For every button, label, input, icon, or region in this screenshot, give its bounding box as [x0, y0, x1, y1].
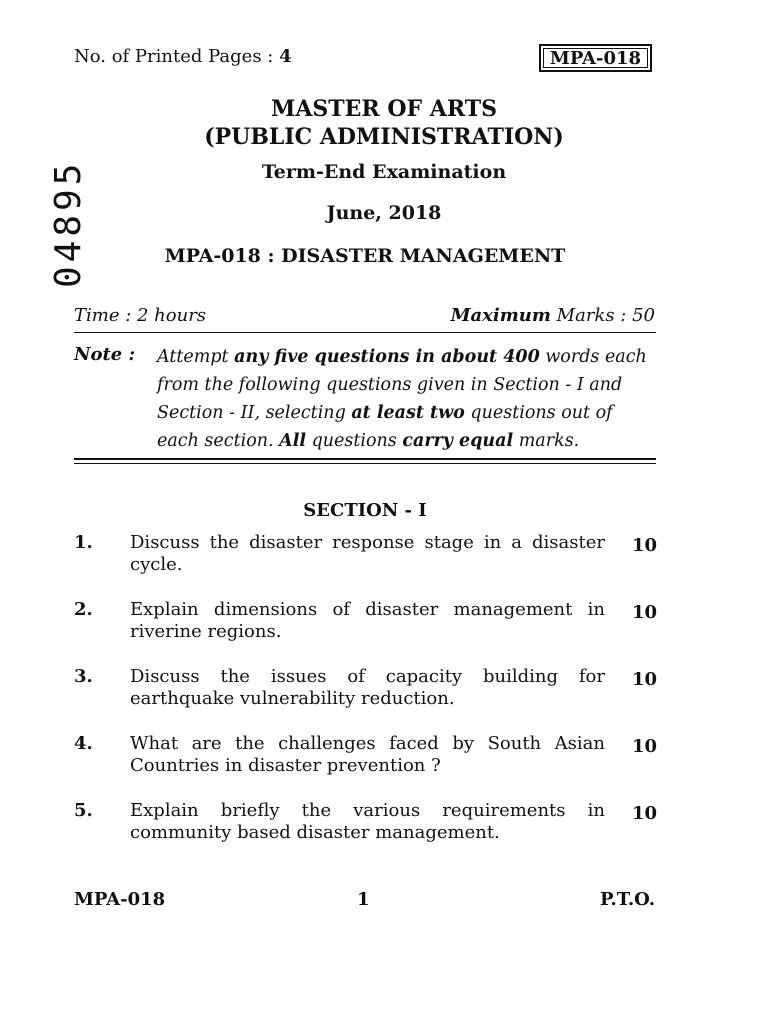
- question-number: 1.: [74, 532, 93, 553]
- degree-title: MASTER OF ARTS: [270, 96, 498, 122]
- question-text: Discuss the disaster response stage in a disaster cycle.: [130, 532, 605, 575]
- question-number: 4.: [74, 733, 93, 754]
- note-emphasis: carry equal: [402, 431, 514, 451]
- printed-pages-value: 4: [279, 46, 292, 67]
- question-text: Explain dimensions of disaster management in riverine regions.: [130, 599, 605, 642]
- divider-double-thin: [74, 463, 656, 464]
- note-text: [157, 343, 657, 455]
- divider-double-thick: [74, 458, 656, 460]
- footer-paper-code: MPA-018: [74, 889, 166, 910]
- printed-pages-label: No. of Printed Pages :: [74, 46, 274, 67]
- note-part: questions out of each section.: [157, 403, 613, 451]
- printed-pages-line: [74, 46, 292, 67]
- time-allowed: Time : 2 hours: [74, 305, 207, 326]
- maximum-marks: [448, 305, 655, 326]
- question-text: Discuss the issues of capacity building for earthquake vulnerability reduction.: [130, 666, 605, 709]
- question-number: 5.: [74, 800, 93, 821]
- exam-date: June, 2018: [326, 202, 442, 224]
- footer-pto: P.T.O.: [599, 889, 655, 910]
- paper-title: MPA-018 : DISASTER MANAGEMENT: [164, 245, 566, 267]
- exam-title: Term-End Examination: [261, 161, 507, 183]
- subject-title: (PUBLIC ADMINISTRATION): [204, 124, 564, 150]
- section-title: SECTION - I: [303, 500, 427, 521]
- footer-page-number: 1: [357, 889, 370, 910]
- maximum-marks-label: Maximum: [450, 305, 551, 326]
- note-emphasis: All: [279, 431, 306, 451]
- note-emphasis: at least two: [351, 403, 465, 423]
- question-marks: 10: [632, 803, 658, 824]
- question-marks: 10: [632, 535, 658, 556]
- divider-top: [74, 332, 656, 333]
- note-emphasis: any five questions in about 400: [234, 347, 540, 367]
- question-number: 3.: [74, 666, 93, 687]
- serial-number: 04895: [48, 159, 89, 288]
- note-part: questions: [306, 431, 403, 451]
- question-marks: 10: [632, 669, 658, 690]
- question-marks: 10: [632, 736, 658, 757]
- question-text: What are the challenges faced by South Asian Countries in disaster prevention ?: [130, 733, 605, 776]
- note-part: Attempt: [157, 347, 235, 367]
- question-marks: 10: [632, 602, 658, 623]
- paper-code-inner-border: [543, 48, 648, 68]
- question-number: 2.: [74, 599, 93, 620]
- note-label: Note :: [74, 344, 136, 365]
- note-part: words each from the following questions given in Section - I and Section - II, selecting: [157, 347, 647, 423]
- paper-code-box: [539, 44, 652, 72]
- maximum-marks-value: Marks : 50: [556, 305, 655, 326]
- paper-code: MPA-018: [549, 47, 642, 69]
- question-text: Explain briefly the various requirements in community based disaster management.: [130, 800, 605, 843]
- note-part: marks.: [513, 431, 580, 451]
